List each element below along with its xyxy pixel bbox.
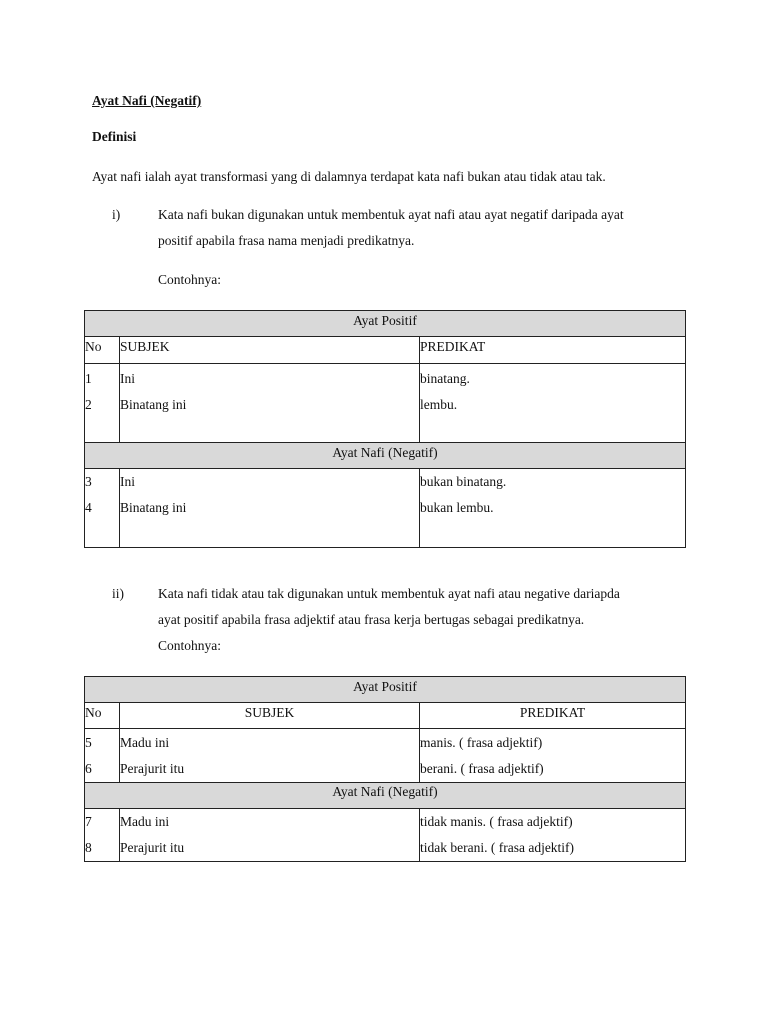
table1-negative-header: Ayat Nafi (Negatif)	[85, 443, 686, 469]
table-cell-subject: Binatang ini	[120, 397, 187, 412]
table-cell-subject: Madu ini	[120, 814, 170, 829]
table-cell-subject: Madu ini	[120, 735, 170, 750]
table-cell-no: 4	[85, 500, 92, 515]
table1-positive-header: Ayat Positif	[85, 311, 686, 337]
table-cell-no: 7	[85, 814, 92, 829]
table-cell-predicate: lembu.	[420, 397, 458, 412]
table1-col-predicate: PREDIKAT	[420, 337, 686, 364]
section2-line-2: ayat positif apabila frasa adjektif atau frasa kerja bertugas sebagai predikatnya.	[158, 612, 585, 627]
table1-col-no: No	[85, 337, 120, 364]
table-cell-predicate: tidak manis. ( frasa adjektif)	[420, 814, 573, 829]
table-cell-subject: Ini	[120, 371, 135, 386]
table2-negative-header: Ayat Nafi (Negatif)	[85, 783, 686, 809]
section2-number: ii)	[112, 586, 124, 601]
table-cell-no: 1	[85, 371, 92, 386]
table-cell-no: 3	[85, 474, 92, 489]
table-cell-subject: Binatang ini	[120, 500, 187, 515]
definition-text: Ayat nafi ialah ayat transformasi yang di dalamnya terdapat kata nafi bukan atau tidak atau tak.	[92, 169, 606, 184]
section2-table	[84, 676, 686, 862]
table-cell-predicate: berani. ( frasa adjektif)	[420, 761, 544, 776]
section2-example-label: Contohnya:	[158, 638, 221, 653]
section1-line-2: positif apabila frasa nama menjadi predikatnya.	[158, 233, 415, 248]
section1-line-1: Kata nafi bukan digunakan untuk membentuk ayat nafi atau ayat negatif daripada ayat	[158, 207, 624, 222]
table-cell-predicate: bukan lembu.	[420, 500, 494, 515]
table2-col-predicate: PREDIKAT	[420, 703, 686, 729]
table2-col-subject: SUBJEK	[120, 703, 420, 729]
table1-col-subject: SUBJEK	[120, 337, 420, 364]
document-title: Ayat Nafi (Negatif)	[92, 93, 202, 108]
table2-positive-header: Ayat Positif	[85, 677, 686, 703]
table-cell-no: 5	[85, 735, 92, 750]
table-cell-no: 2	[85, 397, 92, 412]
section1-number: i)	[112, 207, 121, 222]
table-cell-subject: Ini	[120, 474, 135, 489]
definition-heading: Definisi	[92, 129, 137, 144]
table-cell-predicate: bukan binatang.	[420, 474, 507, 489]
section1-example-label: Contohnya:	[158, 272, 221, 287]
table-cell-predicate: tidak berani. ( frasa adjektif)	[420, 840, 575, 855]
section2-line-1: Kata nafi tidak atau tak digunakan untuk membentuk ayat nafi atau negative dariapda	[158, 586, 620, 601]
table2-col-no: No	[85, 703, 120, 729]
table-cell-no: 8	[85, 840, 92, 855]
table-cell-subject: Perajurit itu	[120, 761, 185, 776]
table-cell-predicate: binatang.	[420, 371, 470, 386]
table-cell-predicate: manis. ( frasa adjektif)	[420, 735, 543, 750]
section1-table	[84, 310, 686, 548]
table-cell-subject: Perajurit itu	[120, 840, 185, 855]
table-cell-no: 6	[85, 761, 92, 776]
